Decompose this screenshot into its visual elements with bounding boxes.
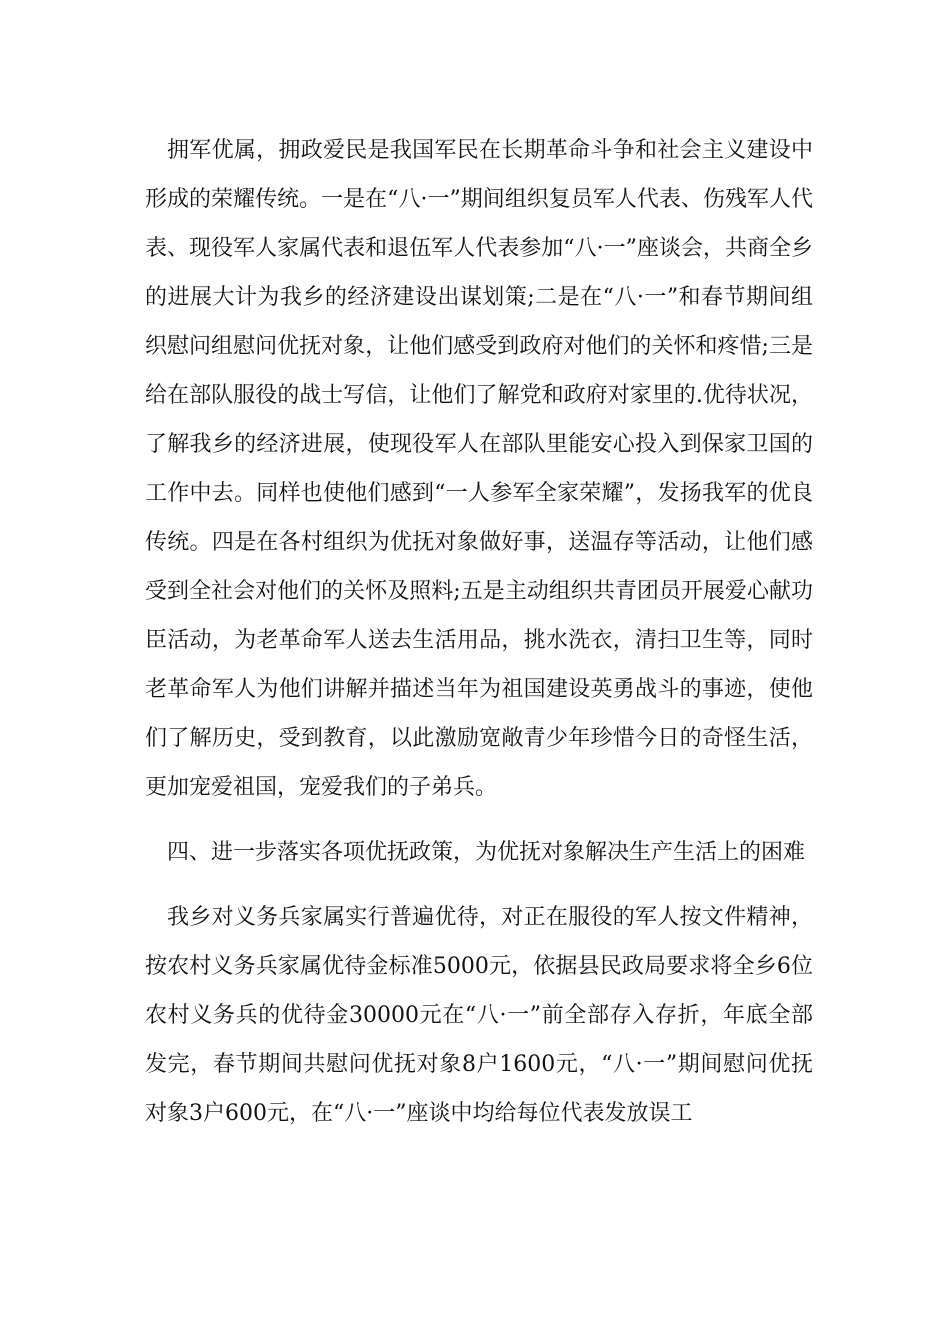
document-body (145, 126, 813, 1154)
section-heading-four: 四、进一步落实各项优抚政策，为优抚对象解决生产生活上的困难 (167, 840, 806, 865)
paragraph-preferential-treatment: 我乡对义务兵家属实行普遍优待，对正在服役的军人按文件精神，按农村义务兵家属优待金标准5000元，依据县民政局要求将全乡6位农村义务兵的优待金30000元在“八·一”前全部存入存折，年底全部发完，春节期间共慰问优抚对象8户1600元，“八·一”期间慰问优抚对象3户600元，在“八·一”座谈中均给每位代表发放误工 (145, 905, 813, 1126)
paragraph-army-support-traditions: 拥军优属，拥政爱民是我国军民在长期革命斗争和社会主义建设中形成的荣耀传统。一是在“八·一”期间组织复员军人代表、伤残军人代表、现役军人家属代表和退伍军人代表参加“八·一”座谈会，共商全乡的进展大计为我乡的经济建设出谋划策;二是在“八·一”和春节期间组织慰问组慰问优抚对象，让他们感受到政府对他们的关怀和疼惜;三是给在部队服役的战士写信，让他们了解党和政府对家里的.优待状况，了解我乡的经济进展，使现役军人在部队里能安心投入到保家卫国的工作中去。同样也使他们感到“一人参军全家荣耀”，发扬我军的优良传统。四是在各村组织为优抚对象做好事，送温存等活动，让他们感受到全社会对他们的关怀及照料;五是主动组织共青团员开展爱心献功臣活动，为老革命军人送去生活用品，挑水洗衣，清扫卫生等，同时老革命军人为他们讲解并描述当年为祖国建设英勇战斗的事迹，使他们了解历史，受到教育，以此激励宽敞青少年珍惜今日的奇怪生活，更加宠爱祖国，宠爱我们的子弟兵。 (145, 138, 813, 800)
